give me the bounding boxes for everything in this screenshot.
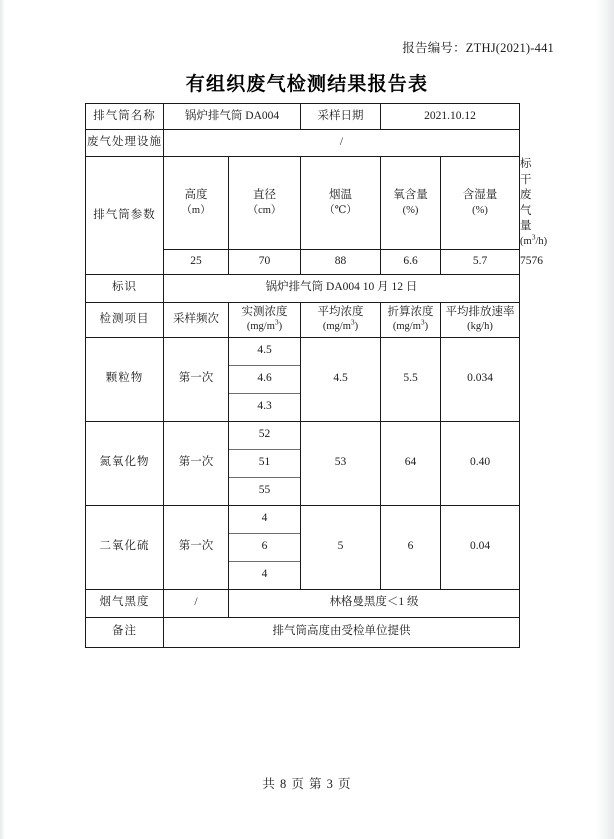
param-header-flue-temp-unit: （℃） [324, 204, 357, 216]
page-footer: 共 8 页 第 3 页 [262, 777, 352, 791]
result-header-rate [441, 302, 520, 337]
result-average: 5 [301, 505, 381, 589]
result-average: 4.5 [301, 337, 381, 421]
result-header-converted-unit [381, 317, 440, 334]
param-value-diameter: 70 [229, 249, 301, 274]
result-header-measured-name: 实测浓度 [241, 305, 288, 318]
stack-params-label: 排气筒参数 [86, 157, 164, 275]
table-row-remark [86, 617, 520, 647]
result-measurements-cell [229, 337, 301, 421]
result-frequency: 第一次 [164, 421, 229, 505]
result-measurements-cell [229, 505, 301, 589]
unit-superscript: 3 [274, 317, 279, 327]
result-header-measured [229, 302, 301, 337]
unit-superscript: 3 [531, 232, 536, 242]
param-value-flue-temp: 88 [301, 249, 381, 274]
stack-name-value: 锅炉排气筒 DA004 [164, 104, 301, 130]
result-header-measured-unit [229, 317, 300, 334]
measurement-value: 4.6 [229, 365, 300, 393]
unit-suffix: ) [424, 321, 429, 333]
param-header-diameter [229, 157, 301, 250]
result-rate: 0.04 [441, 505, 520, 589]
param-header-moisture-name: 含湿量 [462, 189, 498, 202]
param-value-moisture: 5.7 [441, 249, 520, 274]
table-row [86, 337, 520, 421]
result-rate: 0.40 [441, 421, 520, 505]
table-row [86, 421, 520, 505]
measurement-value: 55 [258, 484, 271, 497]
table-row-treatment-facility [86, 130, 520, 157]
result-item-name: 氮氧化物 [86, 421, 164, 505]
unit-suffix: ) [278, 321, 283, 333]
identification-value: 锅炉排气筒 DA004 10 月 12 日 [164, 274, 520, 302]
remark-label: 备注 [86, 617, 164, 647]
result-converted: 5.5 [381, 337, 441, 421]
param-header-height-unit: （m） [181, 204, 211, 216]
identification-label: 标识 [86, 274, 164, 302]
result-item-name: 二氧化硫 [86, 505, 164, 589]
smoke-blackness-frequency: / [164, 589, 229, 617]
result-header-converted-name: 折算浓度 [387, 305, 434, 318]
measurement-stack [229, 506, 300, 589]
unit-prefix: (mg/m [246, 321, 275, 333]
param-header-diameter-unit: （cm） [247, 204, 282, 216]
report-number: 报告编号：ZTHJ(2021)-441 [402, 41, 554, 55]
result-rate: 0.034 [441, 337, 520, 421]
treatment-facility-value: / [164, 130, 520, 157]
measurement-value: 52 [229, 422, 300, 450]
sampling-date-label: 采样日期 [301, 104, 381, 130]
result-header-frequency: 采样频次 [164, 302, 229, 337]
param-header-oxygen [381, 157, 441, 250]
page-title: 有组织废气检测结果报告表 [185, 74, 429, 95]
result-converted: 64 [381, 421, 441, 505]
table-row-identification [86, 274, 520, 302]
param-header-oxygen-name: 氧含量 [393, 189, 428, 202]
measurement-value: 51 [229, 449, 300, 477]
result-measurements-cell [229, 421, 301, 505]
param-header-flue-temp [301, 157, 381, 250]
measurement-value: 4 [229, 506, 300, 534]
unit-superscript: 3 [350, 317, 355, 327]
result-header-average [301, 302, 381, 337]
page-left-edge-shadow [0, 0, 5, 839]
treatment-facility-label: 废气处理设施 [86, 130, 164, 157]
table-row-stack-name [86, 104, 520, 130]
unit-suffix: /h) [535, 235, 548, 247]
unit-superscript: 3 [420, 317, 425, 327]
result-header-rate-unit: (kg/h) [467, 321, 493, 333]
unit-prefix: (mg/m [392, 321, 421, 333]
table-row-stack-param-headers: 排气筒参数 高度 （m） 直径 （cm） 烟温 （℃） 氧含量 (%) 含湿量 (%) 标干废气量 $(m^3/h)$ [86, 157, 520, 250]
table-row-stack-param-values: 25 70 88 6.6 5.7 7576 [86, 249, 520, 274]
measurement-value: 4.3 [257, 400, 272, 413]
result-average: 53 [301, 421, 381, 505]
result-header-converted [381, 302, 441, 337]
smoke-blackness-value: 林格曼黑度＜1 级 [229, 589, 520, 617]
param-value-height: 25 [164, 249, 229, 274]
measurement-value: 4.5 [229, 338, 300, 366]
measurement-stack [229, 338, 300, 421]
table-row-result-headers [86, 302, 520, 337]
param-header-moisture-unit: (%) [472, 204, 488, 216]
measurement-value: 6 [229, 533, 300, 561]
measurement-value: 4 [261, 568, 268, 581]
result-header-average-unit [301, 317, 380, 334]
result-header-rate-name: 平均排放速率 [445, 305, 515, 318]
result-frequency: 第一次 [164, 505, 229, 589]
param-header-oxygen-unit: (%) [402, 204, 419, 216]
param-value-oxygen: 6.6 [381, 249, 441, 274]
table-row [86, 505, 520, 589]
remark-value: 排气筒高度由受检单位提供 [164, 617, 520, 647]
sampling-date-value: 2021.10.12 [381, 104, 520, 130]
result-converted: 6 [381, 505, 441, 589]
stack-name-label: 排气筒名称 [86, 104, 164, 130]
param-header-flue-temp-name: 烟温 [329, 189, 353, 202]
param-header-height-name: 高度 [184, 189, 208, 202]
unit-suffix: ) [354, 321, 359, 333]
emission-results-table [85, 103, 548, 648]
result-header-item: 检测项目 [86, 302, 164, 337]
table-row-smoke-blackness [86, 589, 520, 617]
unit-prefix: (m [520, 235, 532, 247]
param-header-diameter-name: 直径 [253, 189, 276, 202]
page-right-edge-shadow [596, 0, 614, 839]
param-header-height [164, 157, 229, 250]
result-header-average-name: 平均浓度 [317, 305, 364, 318]
param-header-moisture [441, 157, 520, 250]
result-frequency: 第一次 [164, 337, 229, 421]
measurement-stack [229, 422, 300, 505]
result-item-name: 颗粒物 [86, 337, 164, 421]
smoke-blackness-label: 烟气黑度 [86, 589, 164, 617]
unit-prefix: (mg/m [322, 321, 351, 333]
